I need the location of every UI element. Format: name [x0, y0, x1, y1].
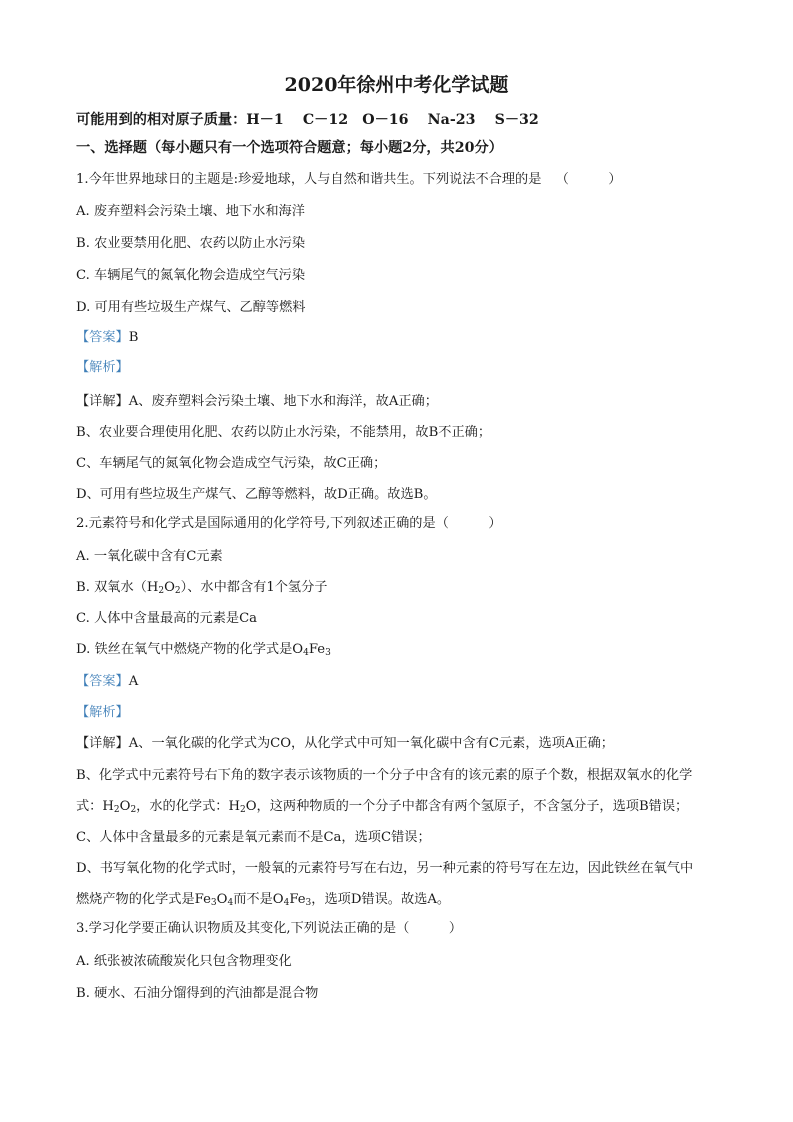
answer-line	[76, 672, 138, 692]
question-2-stem: 2.元素符号和化学式是国际通用的化学符号,下列叙述正确的是（ ）	[76, 516, 502, 531]
detail-line: B、农业要合理使用化肥、农药以防止水污染，不能禁用，故B不正确；	[76, 425, 492, 440]
page-title: 2020年徐州中考化学试题	[284, 74, 509, 96]
detail-line: C、人体中含量最多的元素是氧元素而不是Ca，选项C错误；	[76, 830, 431, 845]
answer-line	[76, 328, 138, 348]
option-d: D. 可用有些垃圾生产煤气、乙醇等燃料	[76, 300, 306, 315]
detail-line: B、化学式中元素符号右下角的数字表示该物质的一个分子中含有的该元素的原子个数，根据双氧水的化学	[76, 768, 693, 783]
answer-blank: （ ）	[555, 172, 622, 187]
detail-line: C、车辆尾气的氮氧化物会造成空气污染，故C正确；	[76, 456, 387, 471]
question-3-stem: 3.学习化学要正确认识物质及其变化,下列说法正确的是（ ）	[76, 921, 463, 936]
option-d: D. 铁丝在氧气中燃烧产物的化学式是$O_4Fe_3$	[76, 642, 331, 658]
option-c: C. 车辆尾气的氮氧化物会造成空气污染	[76, 268, 306, 283]
detail-line: 【详解】A、废弃塑料会污染土壤、地下水和海洋，故A正确；	[76, 394, 438, 409]
answer-value: B	[128, 330, 139, 345]
option-b: B. 硬水、石油分馏得到的汽油都是混合物	[76, 986, 319, 1001]
answer-label: 【答案】	[76, 674, 129, 689]
option-b: B. 双氧水$(H_2O_2)$、水中都含有1个氢分子	[76, 580, 328, 596]
option-b: B. 农业要禁用化肥、农药以防止水污染	[76, 236, 306, 251]
question-text: 1.今年世界地球日的主题是:珍爱地球，人与自然和谐共生。下列说法不合理的是	[76, 172, 542, 187]
detail-line: 式：$H_2O_2$，水的化学式：$H_2O$，这两种物质的一个分子中都含有两个氢原子，不含氢分子，选项B错误；	[76, 799, 689, 815]
detail-line: D、书写氧化物的化学式时，一般氧的元素符号写在右边，另一种元素的符号写在左边，因此铁丝在氧气中	[76, 861, 694, 876]
analysis-label: 【解析】	[76, 360, 129, 375]
atomic-masses: 可能用到的相对原子质量：H－1 C－12 O－16 Na-23 S－32	[76, 112, 539, 128]
analysis-label: 【解析】	[76, 705, 129, 720]
option-a: A. 一氧化碳中含有C元素	[76, 549, 223, 564]
option-a: A. 废弃塑料会污染土壤、地下水和海洋	[76, 204, 305, 219]
option-a: A. 纸张被浓硫酸炭化只包含物理变化	[76, 954, 292, 969]
detail-line: D、可用有些垃圾生产煤气、乙醇等燃料，故D正确。故选B。	[76, 487, 437, 502]
answer-label: 【答案】	[76, 330, 129, 345]
question-1-stem	[76, 170, 622, 190]
detail-line: 【详解】A、一氧化碳的化学式为CO，从化学式中可知一氧化碳中含有C元素，选项A正确；	[76, 736, 614, 751]
section-heading: 一、选择题（每小题只有一个选项符合题意；每小题2分，共20分）	[76, 140, 503, 156]
answer-value: A	[128, 674, 139, 689]
option-c: C. 人体中含量最高的元素是Ca	[76, 611, 258, 626]
detail-line: 燃烧产物的化学式是$Fe_3O_4$而不是$O_4Fe_3$，选项D错误。故选A。	[76, 892, 451, 908]
